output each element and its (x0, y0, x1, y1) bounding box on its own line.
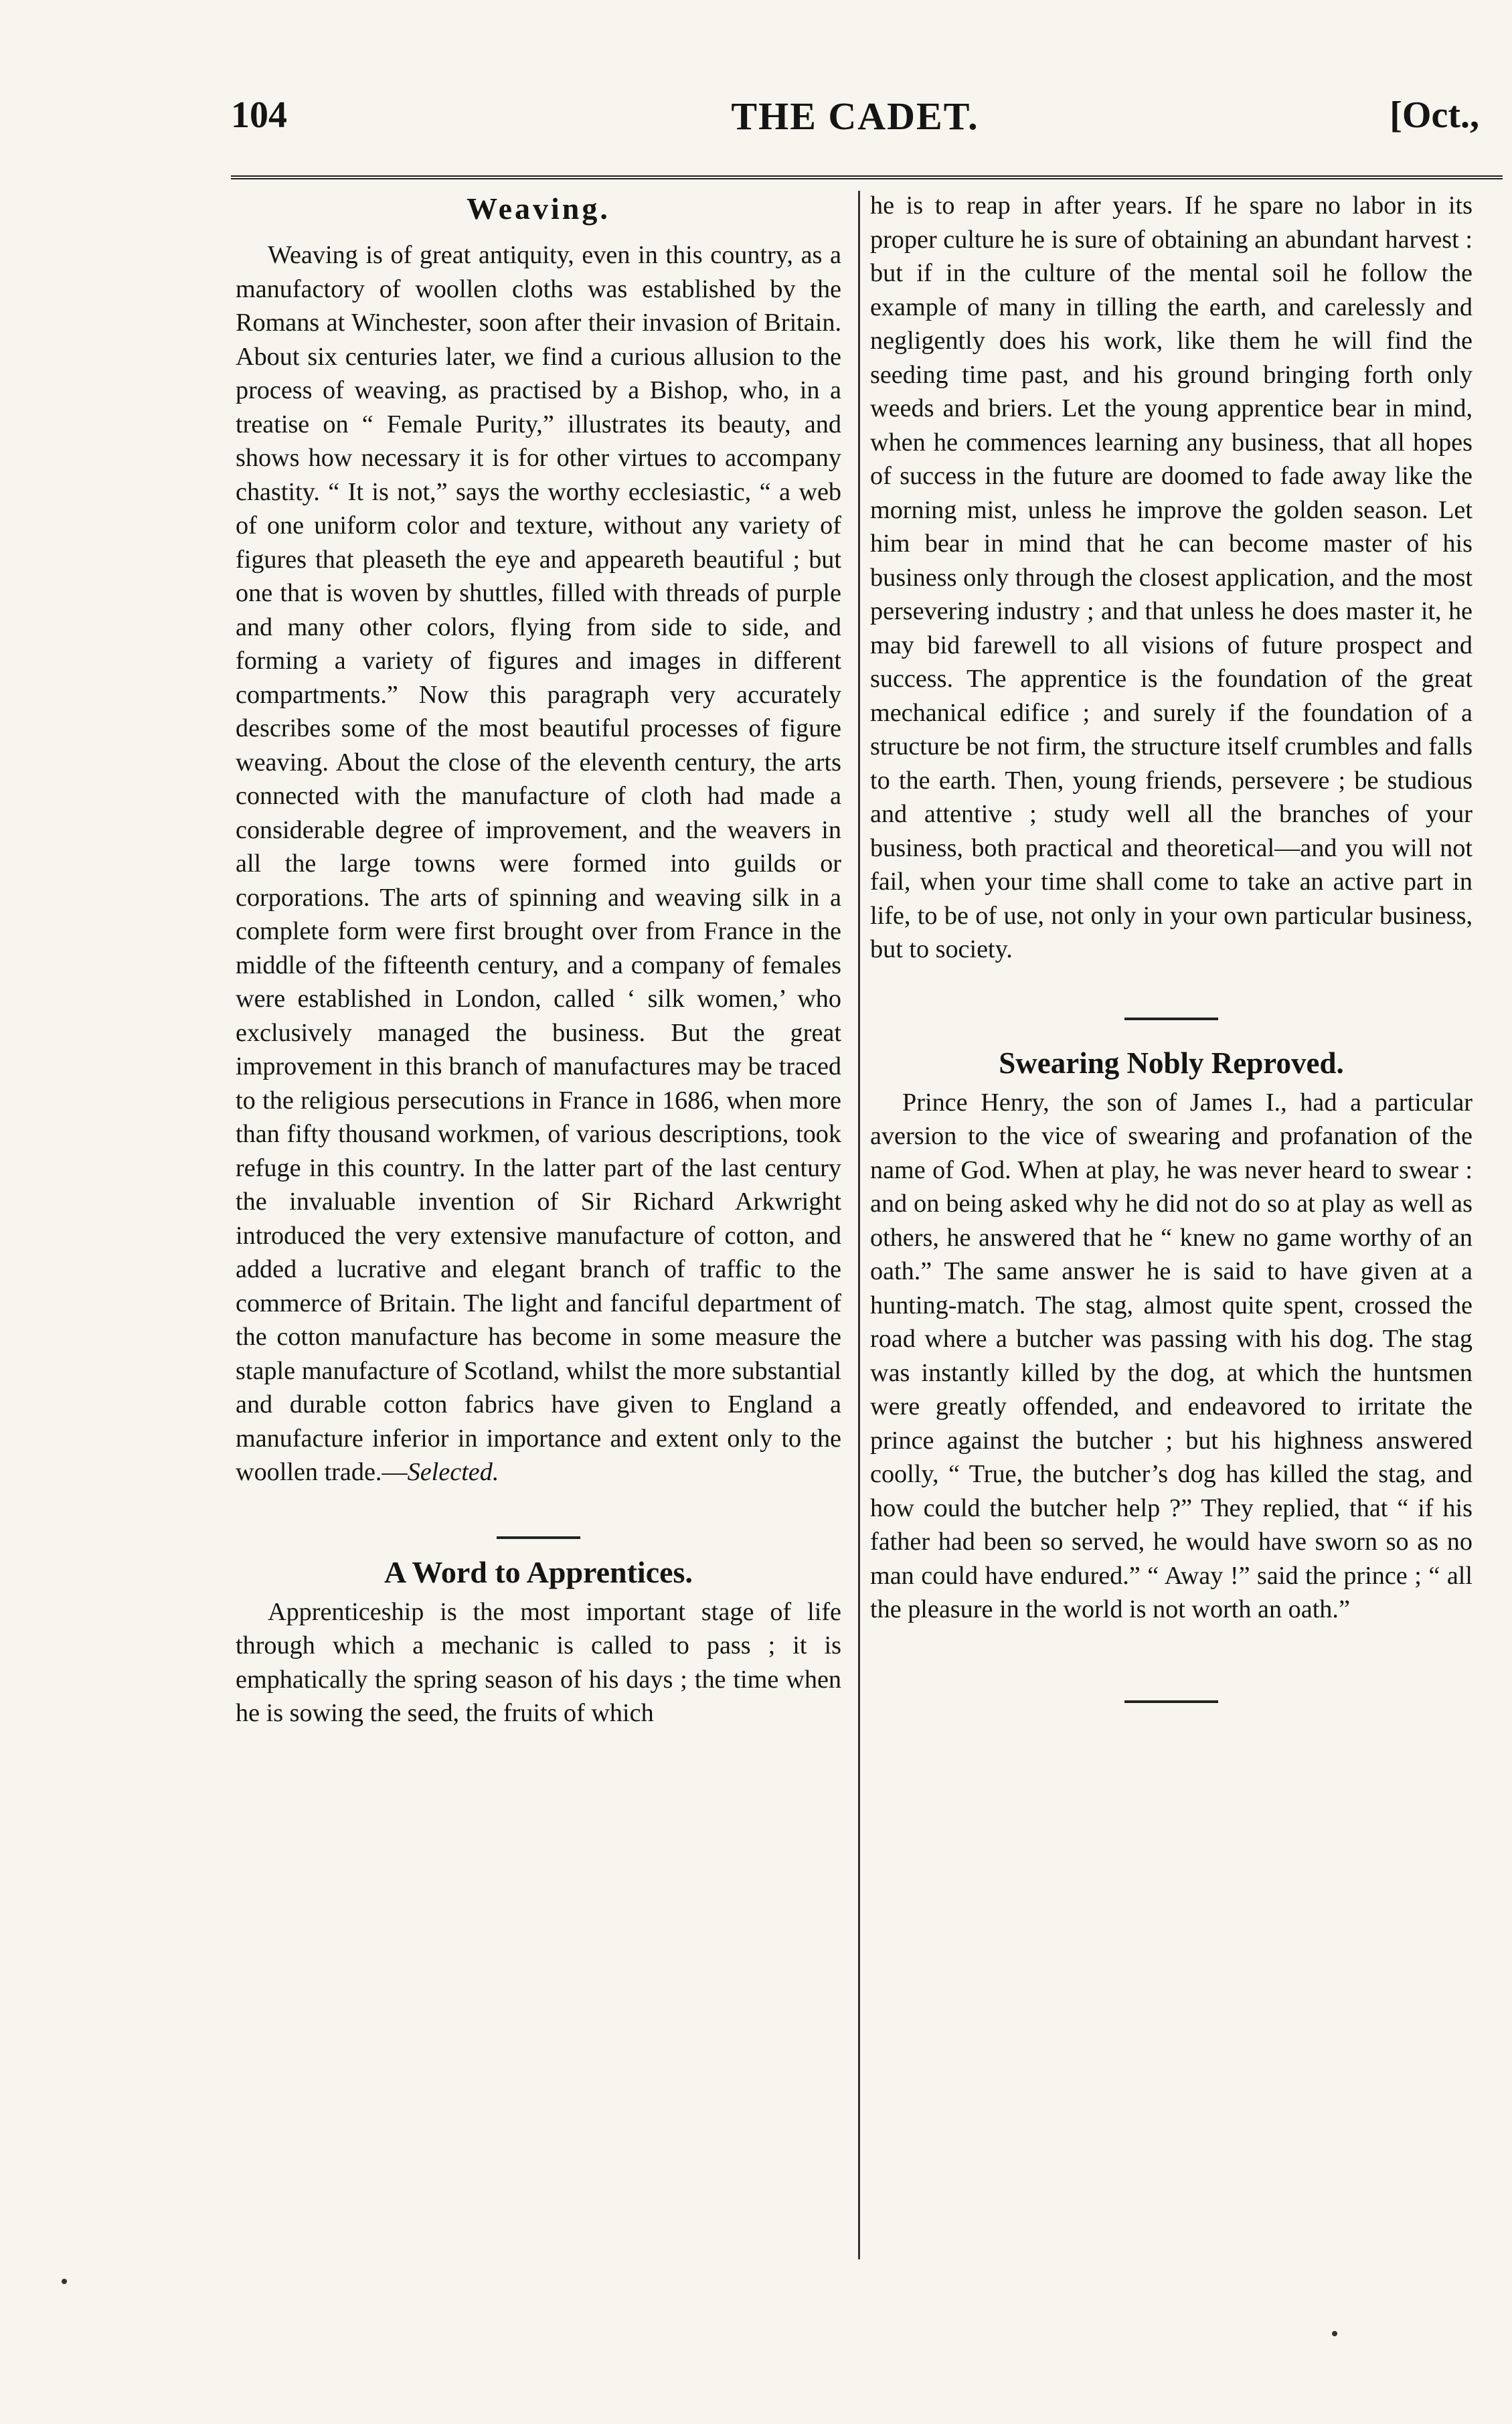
article-title-swearing: Swearing Nobly Reproved. (999, 1046, 1344, 1080)
header-rule (231, 175, 1503, 179)
article-body-swearing: Prince Henry, the son of James I., had a particular aversion to the vice of swearing and profanation of the name of God. When at play, he was never heard to swear : and on being asked why he did not do so at play as well as others, he answered that he “ knew no game worthy of an oath.” The same answer he is said to have given at a hunting-match. The stag, almost quite spent, crossed the road where a butcher was passing with his dog. The stag was instantly killed by the dog, at which the huntsmen were greatly offended, and endeavored to irritate the prince against the butcher ; but his highness answered coolly, “ True, the butcher’s dog has killed the stag, and how could the butcher help ?” They replied, that “ if his father had been so served, he would have sworn so as no man could have endured.” “ Away !” said the prince ; “ all the pleasure in the world is not worth an oath.” (870, 1088, 1473, 1623)
section-separator (497, 1536, 580, 1539)
right-column (870, 189, 1473, 1703)
print-speck (62, 2279, 67, 2284)
section-separator (1124, 1700, 1218, 1703)
article-body-apprentices-continued: he is to reap in after years. If he spare no labor in its proper culture he is sure of obtaining an abundant harvest : but if in the culture of the mental soil he follow the example of many in tilling the earth, and carelessly and negligently does his work, like them he will find the seeding time past, and his ground bringing forth only weeds and briers. Let the young apprentice bear in mind, when he commences learning any business, that all hopes of success in the future are doomed to fade away like the morning mist, unless he improve the golden season. Let him bear in mind that he can become master of his business only through the closest application, and the most persevering industry ; and that unless he does master it, he may bid farewell to all visions of future prospect and success. The apprentice is the foundation of the great mechanical edifice ; and surely if the foundation of a structure be not firm, the structure itself crumbles and falls to the earth. Then, young friends, persevere ; be studious and attentive ; study well all the branches of your business, both practical and theoretical—and you will not fail, when your time shall come to take an active part in life, to be of use, not only in your own particular business, but to society. (870, 191, 1473, 963)
running-header (231, 94, 1479, 154)
article-body-weaving (236, 238, 841, 1489)
page-number: 104 (231, 94, 287, 136)
column-divider (858, 191, 860, 2259)
article-body-apprentices: Apprenticeship is the most important stage of life through which a mechanic is called to pass ; it is emphatically the spring season of his days ; the time when he is sowing the seed, the fruits of which (236, 1597, 841, 1727)
publication-title: THE CADET. (731, 94, 979, 138)
article-title-weaving: Weaving. (467, 191, 610, 226)
weaving-text: Weaving is of great antiquity, even in this country, as a manufactory of woollen cloths was established by the Romans at Winchester, soon after their invasion of Britain. About six centuries later, we find a curious allusion to the process of weaving, as practised by a Bishop, who, in a treatise on “ Female Purity,” illustrates its beauty, and shows how necessary it is for other virtues to accompany chastity. “ It is not,” says the worthy ecclesiastic, “ a web of one uniform color and texture, without any variety of figures that pleaseth the eye and appeareth beautiful ; but one that is woven by shuttles, filled with threads of purple and many other colors, flying from side to side, and forming a variety of figures and images in different compartments.” Now this paragraph very accurately describes some of the most beautiful processes of figure weaving. About the close of the eleventh century, the arts connected with the manufacture of cloth had made a considerable degree of improvement, and the weavers in all the large towns were formed into guilds or corporations. The arts of spinning and weaving silk in a complete form were first brought over from France in the middle of the fifteenth century, and a company of females were established in London, called ‘ silk women,’ who exclusively managed the business. But the great improvement in this branch of manufactures may be traced to the religious persecutions in France in 1686, when more than fifty thousand workmen, of various descriptions, took refuge in this country. In the latter part of the last century the invaluable invention of Sir Richard Arkwright introduced the very extensive manufacture of cotton, and added a lucrative and elegant branch of traffic to the commerce of Britain. The light and fanciful department of the cotton manufacture has become in some measure the staple manufacture of Scotland, whilst the more substantial and durable cotton fabrics have given to England a manufacture inferior in importance and extent only to the woollen trade.— (236, 241, 841, 1486)
header-month: [Oct., (1390, 94, 1479, 136)
section-separator (1124, 1018, 1218, 1020)
article-title-apprentices: A Word to Apprentices. (384, 1554, 693, 1589)
weaving-source: Selected. (407, 1458, 499, 1486)
left-column (236, 189, 841, 1730)
print-speck (1332, 2331, 1337, 2336)
